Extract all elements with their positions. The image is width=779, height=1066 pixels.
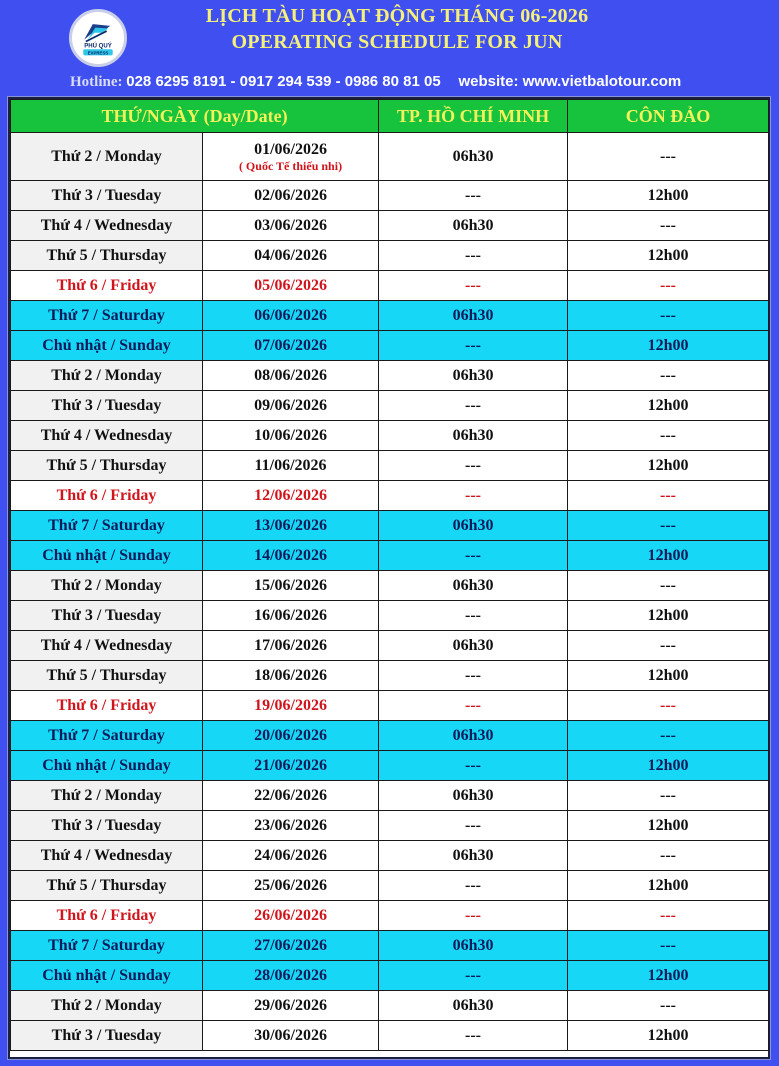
svg-text:EXPRESS: EXPRESS [87,50,109,56]
ho-chi-minh-departure-cell: 06h30 [379,931,568,961]
con-dao-departure-cell: 12h00 [568,451,769,481]
con-dao-departure-cell: --- [568,901,769,931]
table-row [11,601,769,631]
date-text: 13/06/2026 [254,516,327,534]
table-row [11,271,769,301]
date-text: 08/06/2026 [254,366,327,384]
con-dao-departure-cell: --- [568,511,769,541]
date-cell [203,511,379,541]
day-cell: Thứ 5 / Thursday [11,871,203,901]
day-cell: Thứ 2 / Monday [11,781,203,811]
date-text: 24/06/2026 [254,846,327,864]
day-cell: Thứ 6 / Friday [11,481,203,511]
ho-chi-minh-departure-cell: --- [379,241,568,271]
table-row [11,511,769,541]
ho-chi-minh-departure-cell: --- [379,901,568,931]
ho-chi-minh-departure-cell: --- [379,271,568,301]
con-dao-departure-cell: --- [568,781,769,811]
table-row [11,661,769,691]
date-text: 16/06/2026 [254,606,327,624]
day-cell: Thứ 3 / Tuesday [11,1021,203,1051]
table-row [11,211,769,241]
date-text: 07/06/2026 [254,336,327,354]
date-cell [203,241,379,271]
page-title-vietnamese: LỊCH TÀU HOẠT ĐỘNG THÁNG 06-2026 [205,5,589,27]
date-text: 09/06/2026 [254,396,327,414]
con-dao-departure-cell: --- [568,841,769,871]
table-row [11,481,769,511]
day-cell: Thứ 2 / Monday [11,571,203,601]
date-cell [203,601,379,631]
schedule-table-container [8,97,770,1059]
day-cell: Thứ 6 / Friday [11,271,203,301]
date-cell [203,751,379,781]
date-cell [203,211,379,241]
con-dao-departure-cell: --- [568,271,769,301]
date-text: 20/06/2026 [254,726,327,744]
con-dao-departure-cell: --- [568,361,769,391]
con-dao-departure-cell: --- [568,631,769,661]
svg-text:PHÚ QUÝ: PHÚ QUÝ [84,43,112,50]
day-cell: Thứ 4 / Wednesday [11,631,203,661]
day-cell: Thứ 3 / Tuesday [11,181,203,211]
ho-chi-minh-departure-cell: --- [379,451,568,481]
table-row [11,451,769,481]
date-text: 17/06/2026 [254,636,327,654]
day-cell: Thứ 5 / Thursday [11,451,203,481]
day-cell: Thứ 6 / Friday [11,901,203,931]
con-dao-departure-cell: 12h00 [568,541,769,571]
table-row [11,751,769,781]
date-cell [203,133,379,181]
ho-chi-minh-departure-cell: 06h30 [379,511,568,541]
ho-chi-minh-departure-cell: --- [379,481,568,511]
website-text: website: www.vietbalotour.com [458,73,682,90]
con-dao-departure-cell: --- [568,691,769,721]
date-cell [203,301,379,331]
day-cell: Thứ 2 / Monday [11,361,203,391]
schedule-table [10,99,769,1051]
day-cell: Chủ nhật / Sunday [11,331,203,361]
table-row [11,181,769,211]
ho-chi-minh-departure-cell: --- [379,1021,568,1051]
day-cell: Thứ 3 / Tuesday [11,391,203,421]
date-text: 05/06/2026 [254,276,327,294]
date-cell [203,181,379,211]
date-cell [203,541,379,571]
day-cell: Thứ 6 / Friday [11,691,203,721]
date-cell [203,991,379,1021]
day-cell: Thứ 2 / Monday [11,991,203,1021]
con-dao-departure-cell: --- [568,991,769,1021]
table-row [11,361,769,391]
date-cell [203,271,379,301]
ho-chi-minh-departure-cell: 06h30 [379,421,568,451]
table-header-row [11,100,769,133]
table-row [11,871,769,901]
date-text: 19/06/2026 [254,696,327,714]
con-dao-departure-cell: --- [568,421,769,451]
ho-chi-minh-departure-cell: --- [379,391,568,421]
day-cell: Thứ 7 / Saturday [11,931,203,961]
date-cell [203,901,379,931]
con-dao-departure-cell: 12h00 [568,331,769,361]
ho-chi-minh-departure-cell: 06h30 [379,571,568,601]
table-row [11,301,769,331]
con-dao-departure-cell: --- [568,571,769,601]
contact-line [70,73,681,91]
hotline-label: Hotline: [70,74,123,90]
date-cell [203,871,379,901]
day-cell: Thứ 7 / Saturday [11,721,203,751]
ho-chi-minh-departure-cell: --- [379,601,568,631]
day-cell: Chủ nhật / Sunday [11,751,203,781]
date-cell [203,571,379,601]
day-cell: Chủ nhật / Sunday [11,541,203,571]
table-row [11,571,769,601]
ho-chi-minh-departure-cell: 06h30 [379,301,568,331]
table-row [11,901,769,931]
ho-chi-minh-departure-cell: --- [379,331,568,361]
date-text: 06/06/2026 [254,306,327,324]
table-row [11,691,769,721]
date-cell [203,811,379,841]
con-dao-departure-cell: 12h00 [568,661,769,691]
hotline-numbers: 028 6295 8191 - 0917 294 539 - 0986 80 81 05 [126,73,441,90]
con-dao-departure-cell: 12h00 [568,601,769,631]
column-header-ho-chi-minh: TP. HỒ CHÍ MINH [379,100,568,133]
date-text: 27/06/2026 [254,936,327,954]
date-text: 03/06/2026 [254,216,327,234]
day-cell: Thứ 5 / Thursday [11,661,203,691]
ho-chi-minh-departure-cell: --- [379,181,568,211]
date-text: 18/06/2026 [254,666,327,684]
ho-chi-minh-departure-cell: --- [379,541,568,571]
table-row [11,631,769,661]
date-cell [203,391,379,421]
date-cell [203,841,379,871]
day-cell: Thứ 2 / Monday [11,133,203,181]
table-row [11,811,769,841]
date-text: 10/06/2026 [254,426,327,444]
ho-chi-minh-departure-cell: --- [379,751,568,781]
ho-chi-minh-departure-cell: --- [379,661,568,691]
date-text: 01/06/2026 [254,140,327,158]
day-cell: Thứ 7 / Saturday [11,301,203,331]
con-dao-departure-cell: --- [568,931,769,961]
table-row [11,841,769,871]
ho-chi-minh-departure-cell: 06h30 [379,361,568,391]
date-cell [203,721,379,751]
day-cell: Chủ nhật / Sunday [11,961,203,991]
date-cell [203,1021,379,1051]
date-cell [203,451,379,481]
table-row [11,781,769,811]
con-dao-departure-cell: 12h00 [568,241,769,271]
ho-chi-minh-departure-cell: --- [379,961,568,991]
date-cell [203,691,379,721]
date-text: 15/06/2026 [254,576,327,594]
table-row [11,541,769,571]
day-cell: Thứ 4 / Wednesday [11,841,203,871]
ho-chi-minh-departure-cell: 06h30 [379,991,568,1021]
day-cell: Thứ 4 / Wednesday [11,421,203,451]
date-text: 11/06/2026 [254,456,327,474]
ho-chi-minh-departure-cell: 06h30 [379,781,568,811]
con-dao-departure-cell: --- [568,133,769,181]
table-body [11,133,769,1051]
ho-chi-minh-departure-cell: 06h30 [379,133,568,181]
page-title-english: OPERATING SCHEDULE FOR JUN [231,31,563,53]
date-text: 28/06/2026 [254,966,327,984]
con-dao-departure-cell: 12h00 [568,181,769,211]
date-cell [203,781,379,811]
page-header [0,0,779,96]
table-row [11,721,769,751]
date-text: 02/06/2026 [254,186,327,204]
ho-chi-minh-departure-cell: 06h30 [379,721,568,751]
date-cell [203,931,379,961]
date-text: 30/06/2026 [254,1026,327,1044]
ho-chi-minh-departure-cell: --- [379,691,568,721]
con-dao-departure-cell: 12h00 [568,871,769,901]
ho-chi-minh-departure-cell: --- [379,811,568,841]
table-row [11,133,769,181]
date-text: 26/06/2026 [254,906,327,924]
date-cell [203,331,379,361]
date-cell [203,961,379,991]
con-dao-departure-cell: --- [568,211,769,241]
day-cell: Thứ 3 / Tuesday [11,601,203,631]
date-text: 25/06/2026 [254,876,327,894]
table-row [11,991,769,1021]
date-text: 29/06/2026 [254,996,327,1014]
con-dao-departure-cell: 12h00 [568,1021,769,1051]
table-row [11,331,769,361]
ho-chi-minh-departure-cell: 06h30 [379,631,568,661]
date-cell [203,631,379,661]
table-row [11,391,769,421]
con-dao-departure-cell: --- [568,301,769,331]
date-text: 04/06/2026 [254,246,327,264]
con-dao-departure-cell: 12h00 [568,751,769,781]
ho-chi-minh-departure-cell: 06h30 [379,841,568,871]
column-header-day-date: THỨ/NGÀY (Day/Date) [11,100,379,133]
con-dao-departure-cell: 12h00 [568,391,769,421]
con-dao-departure-cell: --- [568,721,769,751]
date-cell [203,481,379,511]
date-text: 12/06/2026 [254,486,327,504]
date-text: 14/06/2026 [254,546,327,564]
date-cell [203,661,379,691]
table-row [11,961,769,991]
con-dao-departure-cell: --- [568,481,769,511]
ho-chi-minh-departure-cell: --- [379,871,568,901]
con-dao-departure-cell: 12h00 [568,811,769,841]
date-text: 21/06/2026 [254,756,327,774]
day-cell: Thứ 3 / Tuesday [11,811,203,841]
date-text: 22/06/2026 [254,786,327,804]
day-cell: Thứ 4 / Wednesday [11,211,203,241]
column-header-con-dao: CÔN ĐẢO [568,100,769,133]
table-row [11,421,769,451]
table-row [11,1021,769,1051]
table-row [11,931,769,961]
date-cell [203,421,379,451]
day-cell: Thứ 5 / Thursday [11,241,203,271]
ho-chi-minh-departure-cell: 06h30 [379,211,568,241]
con-dao-departure-cell: 12h00 [568,961,769,991]
table-row [11,241,769,271]
date-text: 23/06/2026 [254,816,327,834]
holiday-note: ( Quốc Tế thiếu nhi) [238,158,343,173]
day-cell: Thứ 7 / Saturday [11,511,203,541]
date-cell [203,361,379,391]
